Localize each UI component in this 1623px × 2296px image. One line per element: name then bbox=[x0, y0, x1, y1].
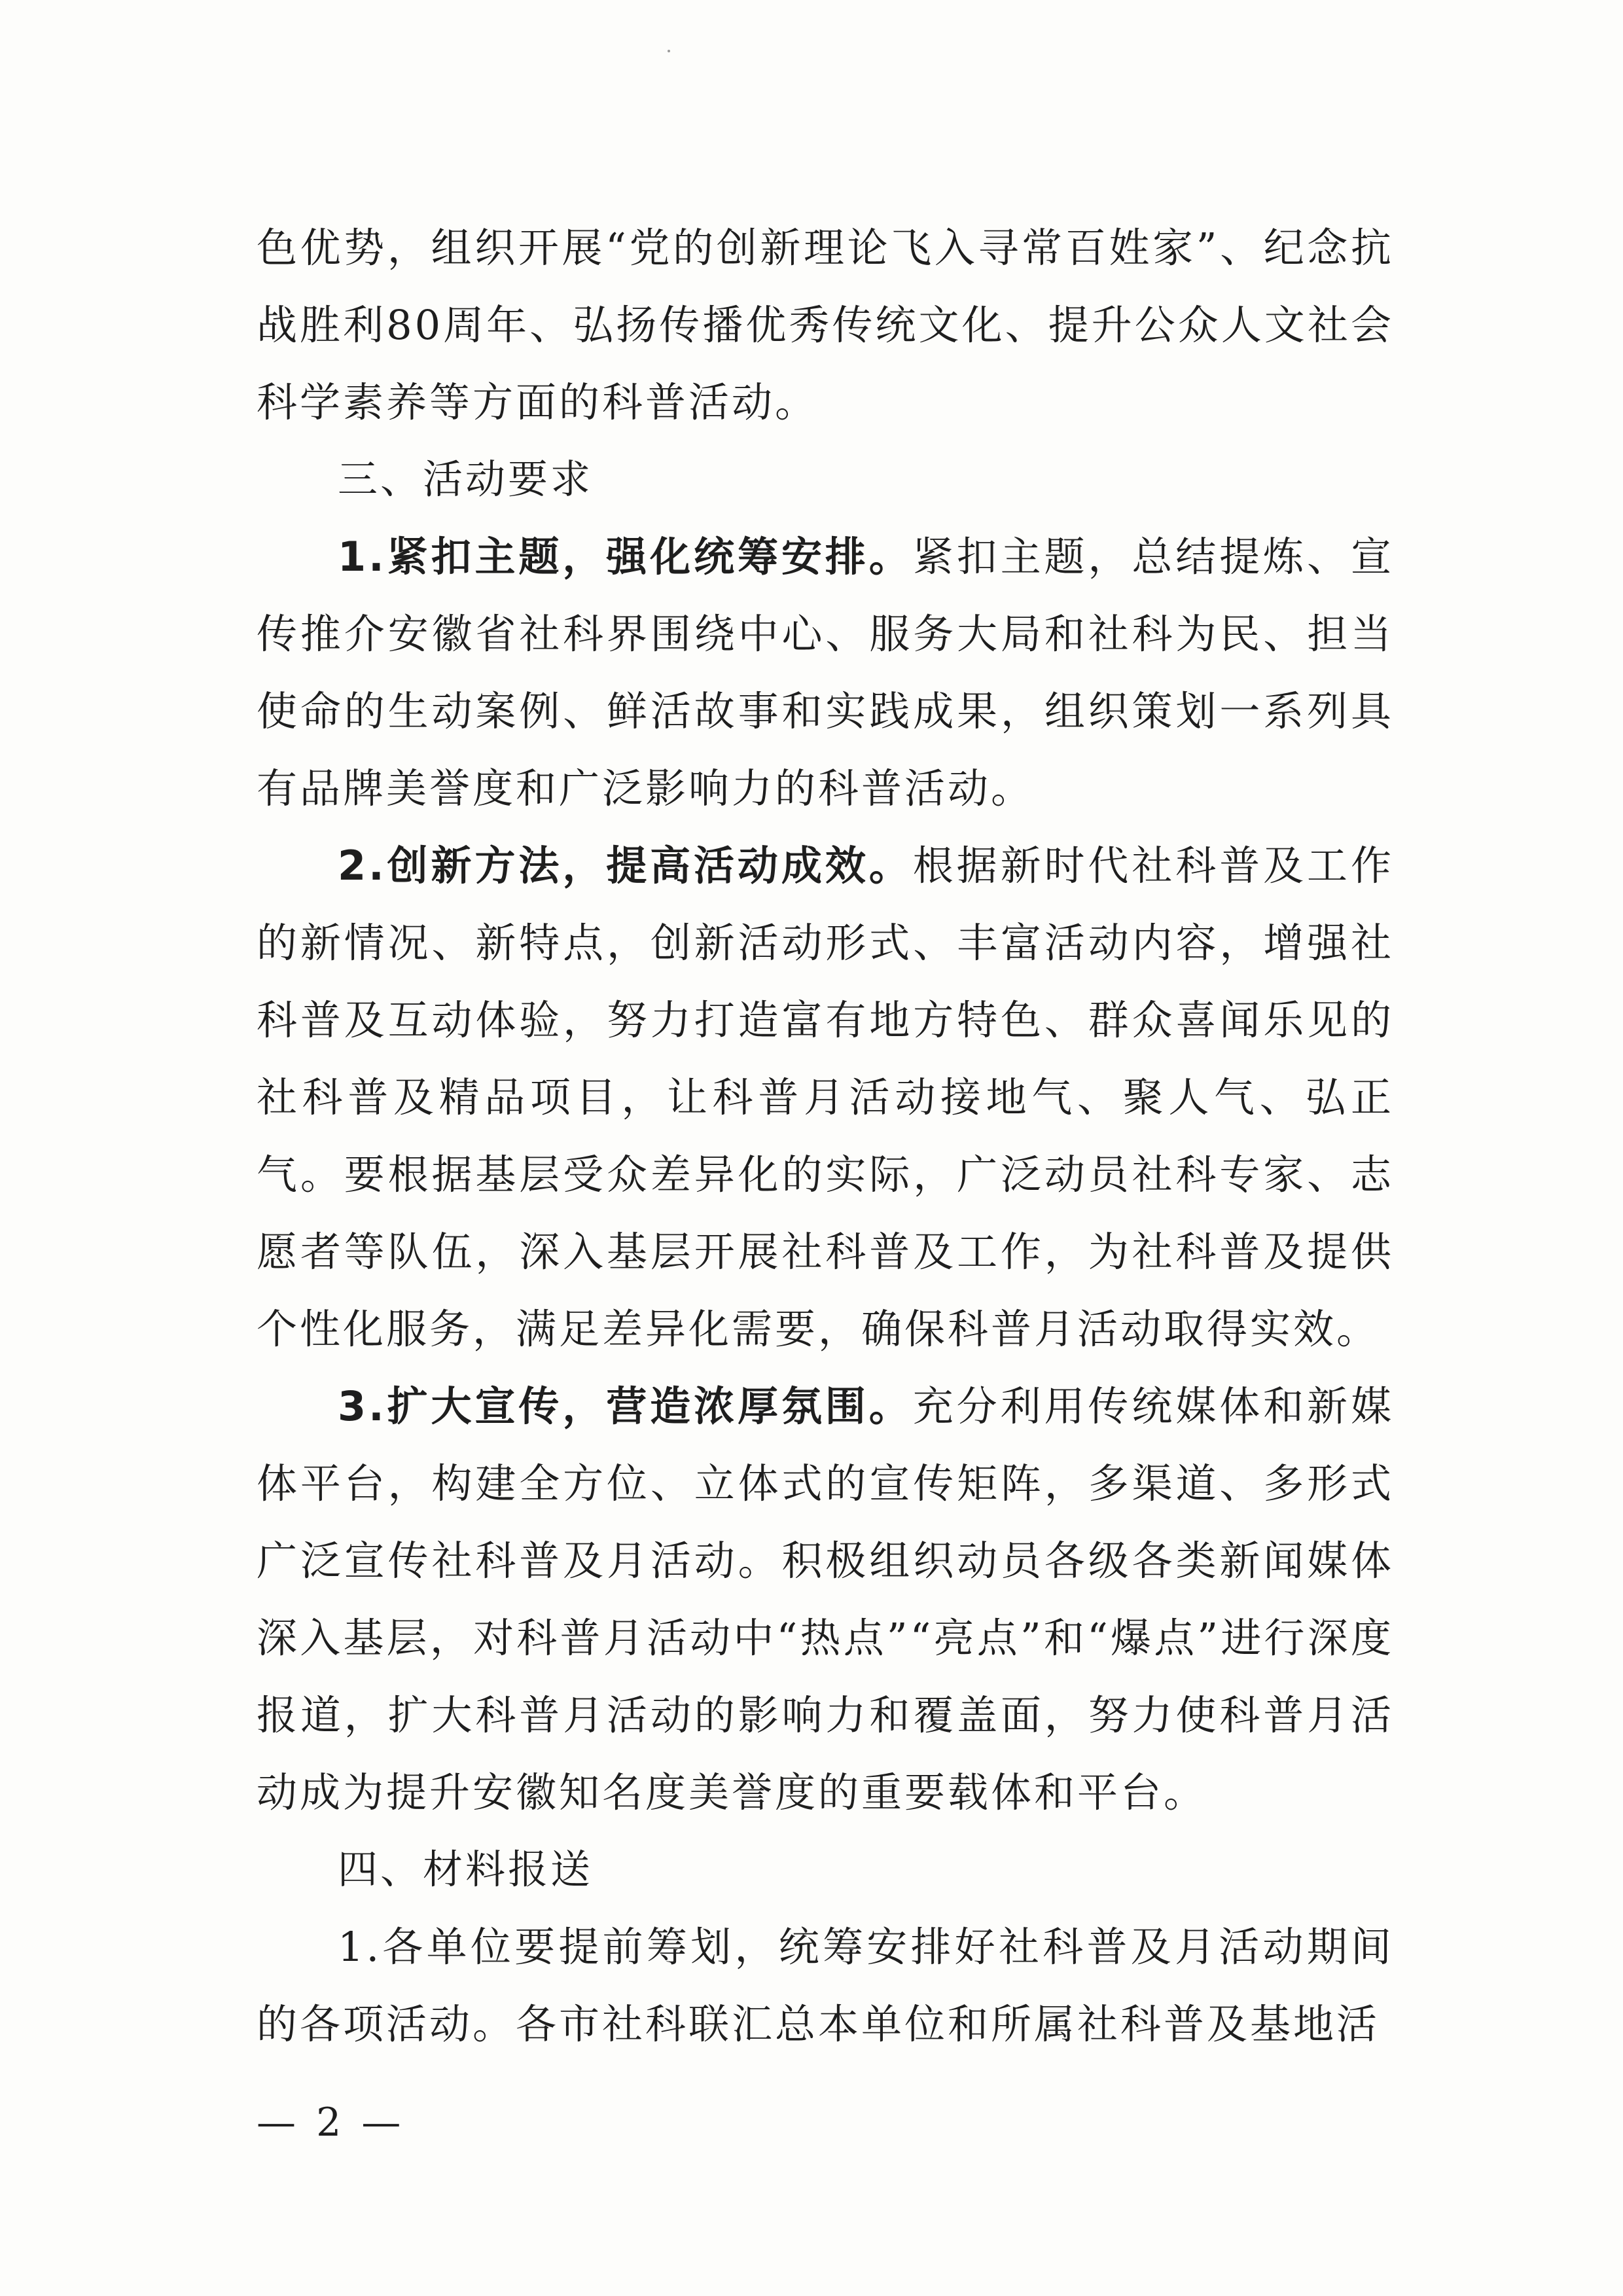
paragraph-item-3 bbox=[257, 1368, 1394, 1831]
paragraph-item-1 bbox=[257, 518, 1394, 827]
paragraph-continuation: 色优势，组织开展“党的创新理论飞入寻常百姓家”、纪念抗战胜利80周年、弘扬传播优秀传统文化、提升公众人文社会科学素养等方面的科普活动。 bbox=[257, 224, 1394, 426]
item-text-1: 紧扣主题，总结提炼、宣传推介安徽省社科界围绕中心、服务大局和社科为民、担当使命的生动案例、鲜活故事和实践成果，组织策划一系列具有品牌美誉度和广泛影响力的科普活动。 bbox=[257, 533, 1394, 812]
section-heading-requirements: 三、活动要求 bbox=[338, 456, 594, 503]
item-lead-1: 1.紧扣主题，强化统筹安排。 bbox=[338, 533, 913, 581]
item-text-2: 根据新时代社科普及工作的新情况、新特点，创新活动形式、丰富活动内容，增强社科普及互动体验，努力打造富有地方特色、群众喜闻乐见的社科普及精品项目，让科普月活动接地气、聚人气、弘正气。要根据基层受众差异化的实际，广泛动员社科专家、志愿者等队伍，深入基层开展社科普及工作，为社科普及提供个性化服务，满足差异化需要，确保科普月活动取得实效。 bbox=[257, 842, 1394, 1353]
paragraph-materials-1: 1.各单位要提前筹划，统筹安排好社科普及月活动期间的各项活动。各市社科联汇总本单位和所属社科普及基地活 bbox=[257, 1923, 1394, 2048]
paragraph-item-2 bbox=[257, 827, 1394, 1368]
scan-speck bbox=[668, 50, 670, 52]
item-text-3: 充分利用传统媒体和新媒体平台，构建全方位、立体式的宣传矩阵，多渠道、多形式广泛宣传社科普及月活动。积极组织动员各级各类新闻媒体深入基层，对科普月活动中“热点”“亮点”和“爆点”进行深度报道，扩大科普月活动的影响力和覆盖面，努力使科普月活动成为提升安徽知名度美誉度的重要载体和平台。 bbox=[257, 1382, 1394, 1816]
item-lead-2: 2.创新方法，提高活动成效。 bbox=[338, 842, 913, 889]
document-body bbox=[257, 209, 1394, 2063]
item-lead-3: 3.扩大宣传，营造浓厚氛围。 bbox=[338, 1382, 913, 1430]
page-number: — 2 — bbox=[257, 2100, 405, 2145]
section-heading-materials: 四、材料报送 bbox=[338, 1846, 594, 1893]
